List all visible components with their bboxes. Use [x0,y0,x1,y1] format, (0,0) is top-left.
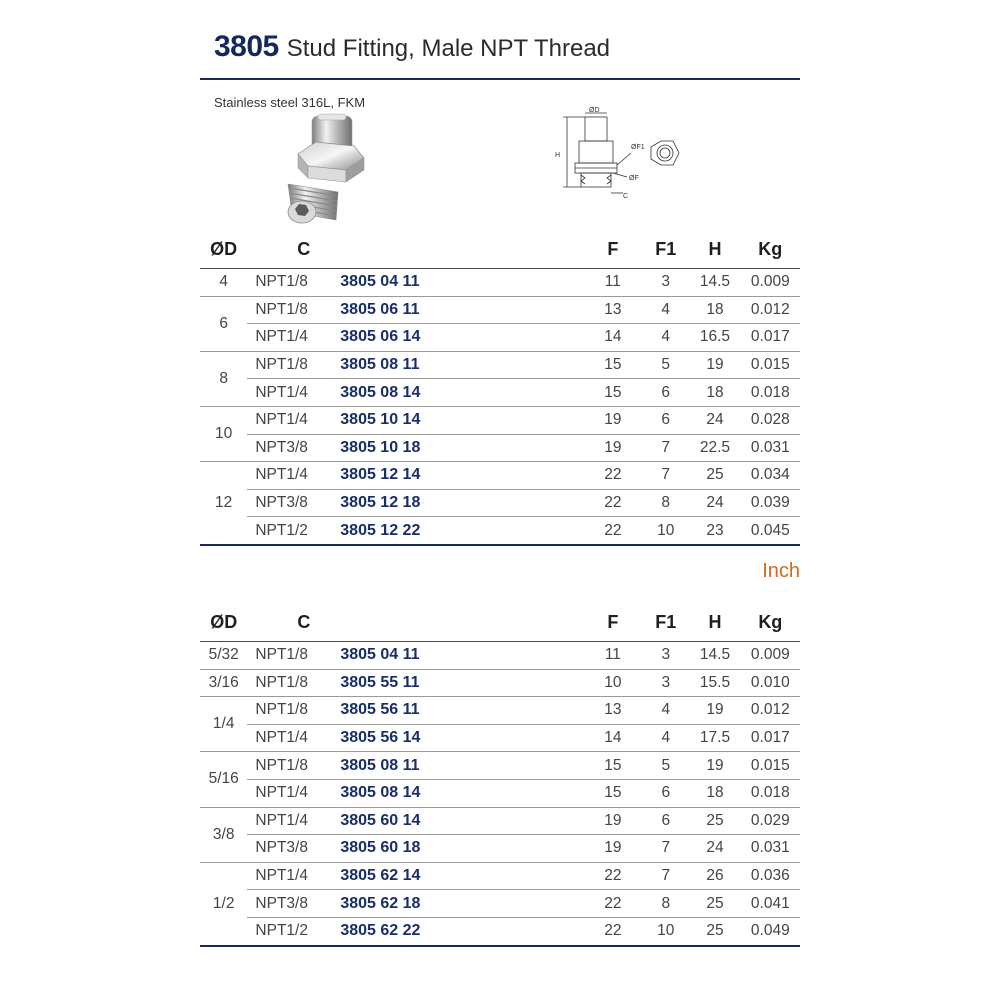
cell-f1: 3 [642,642,689,670]
col-f1: F1 [642,603,689,642]
table-row [200,324,800,352]
cell-f1: 8 [642,489,689,517]
cell-f: 15 [584,779,643,807]
cell-f1: 10 [642,517,689,545]
cell-od: 5/16 [200,752,247,807]
cell-part-number: 3805 12 14 [340,462,583,490]
cell-part-number: 3805 56 14 [340,724,583,752]
table-row [200,296,800,324]
cell-h: 15.5 [689,669,740,697]
col-f: F [584,603,643,642]
dim-label-f: ØF [629,175,639,182]
cell-f: 19 [584,835,643,863]
cell-f1: 5 [642,752,689,780]
table-row [200,807,800,835]
cell-od: 1/2 [200,862,247,945]
cell-f1: 4 [642,697,689,725]
col-od: ØD [200,603,247,642]
cell-thread: NPT1/8 [247,697,340,725]
page-header [214,30,800,78]
cell-f: 22 [584,890,643,918]
dim-label-c: C [623,193,629,200]
table-row [200,835,800,863]
table-row [200,379,800,407]
cell-f1: 10 [642,917,689,945]
cell-od: 4 [200,269,247,297]
cell-f: 22 [584,462,643,490]
cell-kg: 0.018 [741,379,800,407]
cell-h: 22.5 [689,434,740,462]
cell-thread: NPT3/8 [247,890,340,918]
cell-thread: NPT3/8 [247,835,340,863]
cell-f: 22 [584,517,643,545]
cell-od: 6 [200,296,247,351]
cell-part-number: 3805 08 11 [340,752,583,780]
cell-part-number: 3805 10 14 [340,406,583,434]
cell-thread: NPT1/4 [247,779,340,807]
product-title: Stud Fitting, Male NPT Thread [286,35,611,62]
cell-thread: NPT1/4 [247,379,340,407]
technical-drawing [545,105,705,210]
cell-f: 22 [584,489,643,517]
cell-f: 19 [584,406,643,434]
cell-h: 18 [689,296,740,324]
table-row [200,434,800,462]
cell-h: 19 [689,351,740,379]
cell-kg: 0.015 [741,351,800,379]
cell-thread: NPT1/8 [247,752,340,780]
cell-f: 15 [584,351,643,379]
table-row [200,779,800,807]
table-row [200,462,800,490]
cell-thread: NPT1/2 [247,917,340,945]
col-h: H [689,603,740,642]
cell-od: 10 [200,406,247,461]
cell-part-number: 3805 60 14 [340,807,583,835]
table-header-row [200,230,800,269]
col-f1: F1 [642,230,689,269]
cell-f1: 5 [642,351,689,379]
cell-thread: NPT1/2 [247,517,340,545]
cell-f: 22 [584,862,643,890]
cell-part-number: 3805 60 18 [340,835,583,863]
cell-h: 19 [689,752,740,780]
cell-f1: 6 [642,807,689,835]
material-note: Stainless steel 316L, FKM [214,95,366,110]
cell-thread: NPT1/4 [247,324,340,352]
cell-od: 3/16 [200,669,247,697]
cell-part-number: 3805 62 18 [340,890,583,918]
cell-h: 24 [689,489,740,517]
cell-part-number: 3805 56 11 [340,697,583,725]
cell-thread: NPT1/4 [247,406,340,434]
cell-kg: 0.012 [741,296,800,324]
cell-kg: 0.031 [741,835,800,863]
col-h: H [689,230,740,269]
cell-part-number: 3805 55 11 [340,669,583,697]
cell-f: 19 [584,807,643,835]
col-kg: Kg [741,603,800,642]
cell-f1: 7 [642,434,689,462]
cell-f1: 6 [642,779,689,807]
product-photo [268,112,378,230]
cell-kg: 0.028 [741,406,800,434]
cell-part-number: 3805 08 14 [340,779,583,807]
cell-f: 13 [584,296,643,324]
cell-f: 15 [584,379,643,407]
table-row [200,752,800,780]
cell-part-number: 3805 06 11 [340,296,583,324]
cell-f: 13 [584,697,643,725]
cell-part-number: 3805 12 18 [340,489,583,517]
inch-spec-table [200,603,800,947]
table-row [200,669,800,697]
cell-kg: 0.041 [741,890,800,918]
cell-kg: 0.018 [741,779,800,807]
col-c: C [247,230,340,269]
col-ref [340,230,583,269]
dim-label-od: ØD [589,107,600,114]
table-row [200,724,800,752]
cell-h: 18 [689,379,740,407]
dim-label-h: H [555,152,561,159]
cell-part-number: 3805 62 14 [340,862,583,890]
inch-section-label: Inch [762,560,800,582]
cell-f: 19 [584,434,643,462]
cell-f1: 7 [642,835,689,863]
cell-thread: NPT1/4 [247,724,340,752]
cell-f: 10 [584,669,643,697]
cell-part-number: 3805 12 22 [340,517,583,545]
cell-f: 15 [584,752,643,780]
cell-kg: 0.009 [741,269,800,297]
cell-f: 11 [584,642,643,670]
cell-f1: 4 [642,724,689,752]
cell-thread: NPT1/8 [247,351,340,379]
cell-thread: NPT1/8 [247,669,340,697]
table-row [200,642,800,670]
col-od: ØD [200,230,247,269]
cell-kg: 0.039 [741,489,800,517]
cell-od: 3/8 [200,807,247,862]
cell-part-number: 3805 04 11 [340,269,583,297]
table-row [200,862,800,890]
cell-kg: 0.009 [741,642,800,670]
cell-kg: 0.031 [741,434,800,462]
cell-h: 24 [689,406,740,434]
metric-spec-table [200,230,800,546]
col-kg: Kg [741,230,800,269]
cell-f1: 3 [642,269,689,297]
col-c: C [247,603,340,642]
cell-h: 25 [689,890,740,918]
dim-label-f1: ØF1 [631,144,645,151]
cell-kg: 0.015 [741,752,800,780]
table-header-row [200,603,800,642]
cell-thread: NPT3/8 [247,434,340,462]
cell-f1: 4 [642,324,689,352]
product-code: 3805 [214,30,279,63]
cell-f1: 7 [642,462,689,490]
cell-kg: 0.049 [741,917,800,945]
cell-f1: 7 [642,862,689,890]
cell-od: 5/32 [200,642,247,670]
cell-thread: NPT1/4 [247,462,340,490]
cell-od: 1/4 [200,697,247,752]
cell-part-number: 3805 04 11 [340,642,583,670]
table-row [200,890,800,918]
cell-f: 11 [584,269,643,297]
cell-part-number: 3805 08 11 [340,351,583,379]
cell-thread: NPT1/8 [247,642,340,670]
cell-f: 14 [584,324,643,352]
table-row [200,917,800,945]
cell-thread: NPT1/4 [247,862,340,890]
cell-f1: 8 [642,890,689,918]
table-row [200,697,800,725]
cell-f1: 6 [642,406,689,434]
cell-h: 14.5 [689,269,740,297]
table-row [200,269,800,297]
col-f: F [584,230,643,269]
cell-thread: NPT1/8 [247,296,340,324]
table-row [200,489,800,517]
cell-h: 16.5 [689,324,740,352]
cell-od: 12 [200,462,247,545]
cell-h: 26 [689,862,740,890]
cell-part-number: 3805 06 14 [340,324,583,352]
cell-kg: 0.045 [741,517,800,545]
table-row [200,406,800,434]
cell-thread: NPT3/8 [247,489,340,517]
cell-part-number: 3805 62 22 [340,917,583,945]
cell-f: 22 [584,917,643,945]
table-row [200,351,800,379]
cell-od: 8 [200,351,247,406]
cell-h: 24 [689,835,740,863]
cell-h: 25 [689,917,740,945]
cell-part-number: 3805 08 14 [340,379,583,407]
cell-part-number: 3805 10 18 [340,434,583,462]
table-row [200,517,800,545]
cell-kg: 0.010 [741,669,800,697]
cell-h: 19 [689,697,740,725]
cell-f1: 6 [642,379,689,407]
cell-kg: 0.017 [741,724,800,752]
cell-kg: 0.017 [741,324,800,352]
cell-h: 23 [689,517,740,545]
cell-thread: NPT1/4 [247,807,340,835]
cell-kg: 0.012 [741,697,800,725]
cell-kg: 0.034 [741,462,800,490]
cell-thread: NPT1/8 [247,269,340,297]
cell-kg: 0.029 [741,807,800,835]
cell-f1: 4 [642,296,689,324]
cell-h: 14.5 [689,642,740,670]
cell-h: 18 [689,779,740,807]
cell-h: 25 [689,807,740,835]
col-ref [340,603,583,642]
cell-h: 25 [689,462,740,490]
header-divider [200,78,800,80]
cell-h: 17.5 [689,724,740,752]
cell-f1: 3 [642,669,689,697]
cell-f: 14 [584,724,643,752]
cell-kg: 0.036 [741,862,800,890]
